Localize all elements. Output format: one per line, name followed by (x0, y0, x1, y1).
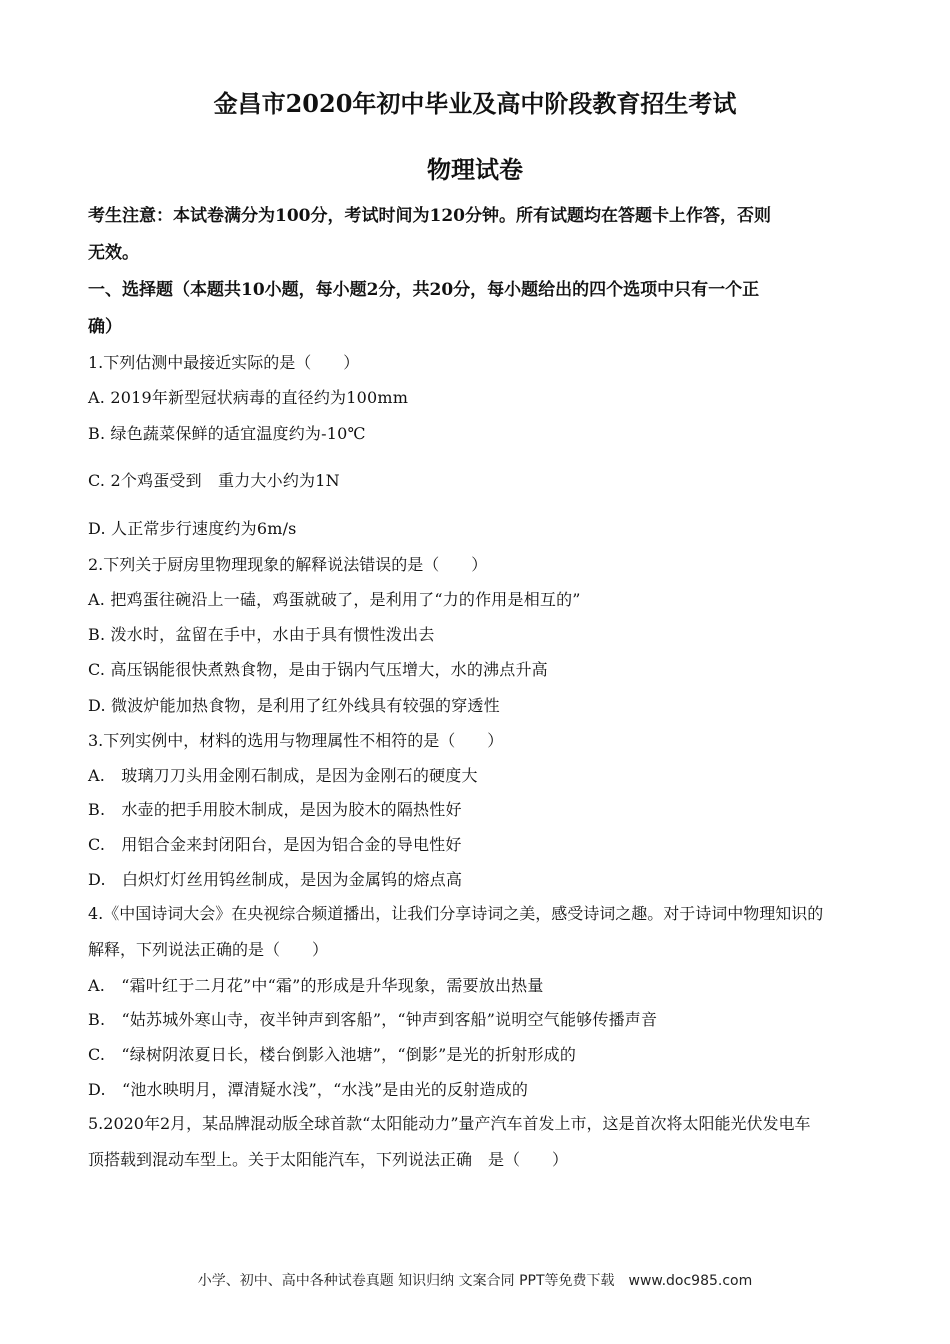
section-heading-line-1: 一、选择题（本题共10小题，每小题2分，共20分，每小题给出的四个选项中只有一个正 (88, 280, 760, 300)
question-3-option-a: A. 玻璃刀刀头用金刚石制成，是因为金刚石的硬度大 (88, 766, 478, 785)
section-heading-line-2: 确） (88, 317, 122, 337)
question-1-stem: 1.下列估测中最接近实际的是（ ） (88, 353, 360, 372)
question-5-stem-line-1: 5.2020年2月，某品牌混动版全球首款“太阳能动力”量产汽车首发上市，这是首次将太阳能光伏发电车 (88, 1114, 811, 1133)
question-4-option-a: A. “霜叶红于二月花”中“霜”的形成是升华现象，需要放出热量 (88, 976, 544, 995)
question-1-option-a: A. 2019年新型冠状病毒的直径约为100mm (88, 388, 409, 407)
question-3-option-c: C. 用铝合金来封闭阳台，是因为铝合金的导电性好 (88, 835, 462, 854)
question-4-stem-line-2: 解释，下列说法正确的是（ ） (88, 940, 329, 959)
question-4-option-b: B. “姑苏城外寒山寺，夜半钟声到客船”，“钟声到客船”说明空气能够传播声音 (88, 1010, 658, 1029)
question-2-option-a: A. 把鸡蛋往碗沿上一磕，鸡蛋就破了，是利用了“力的作用是相互的” (88, 590, 581, 609)
question-2-option-c: C. 高压锅能很快煮熟食物，是由于锅内气压增大，水的沸点升高 (88, 660, 548, 679)
notice-line-1: 考生注意：本试卷满分为100分，考试时间为120分钟。所有试题均在答题卡上作答，否则 (88, 206, 771, 226)
question-1-option-b: B. 绿色蔬菜保鲜的适宜温度约为-10℃ (88, 424, 366, 443)
notice-line-2: 无效。 (88, 243, 139, 263)
question-4-stem-line-1: 4.《中国诗词大会》在央视综合频道播出，让我们分享诗词之美，感受诗词之趣。对于诗词中物理知识的 (88, 904, 824, 923)
question-4-option-c: C. “绿树阴浓夏日长，楼台倒影入池塘”，“倒影”是光的折射形成的 (88, 1045, 577, 1064)
question-1-option-d: D. 人正常步行速度约为6m/s (88, 519, 297, 538)
question-3-option-d: D. 白炽灯灯丝用钨丝制成，是因为金属钨的熔点高 (88, 870, 463, 889)
question-1-option-c: C. 2个鸡蛋受到 重力大小约为1N (88, 471, 340, 490)
question-5-stem-line-2: 顶搭载到混动车型上。关于太阳能汽车，下列说法正确 是（ ） (88, 1150, 569, 1169)
exam-title: 金昌市2020年初中毕业及高中阶段教育招生考试 (213, 89, 737, 118)
question-2-option-d: D. 微波炉能加热食物，是利用了红外线具有较强的穿透性 (88, 696, 500, 715)
question-3-stem: 3.下列实例中，材料的选用与物理属性不相符的是（ ） (88, 731, 504, 750)
question-2-option-b: B. 泼水时，盆留在手中，水由于具有惯性泼出去 (88, 625, 435, 644)
page-footer: 小学、初中、高中各种试卷真题 知识归纳 文案合同 PPT等免费下载 www.doc985.com (197, 1273, 753, 1289)
question-4-option-d: D. “池水映明月，潭清疑水浅”，“水浅”是由光的反射造成的 (88, 1080, 529, 1099)
exam-subtitle: 物理试卷 (427, 155, 523, 184)
question-3-option-b: B. 水壶的把手用胶木制成，是因为胶木的隔热性好 (88, 800, 462, 819)
question-2-stem: 2.下列关于厨房里物理现象的解释说法错误的是（ ） (88, 555, 488, 574)
